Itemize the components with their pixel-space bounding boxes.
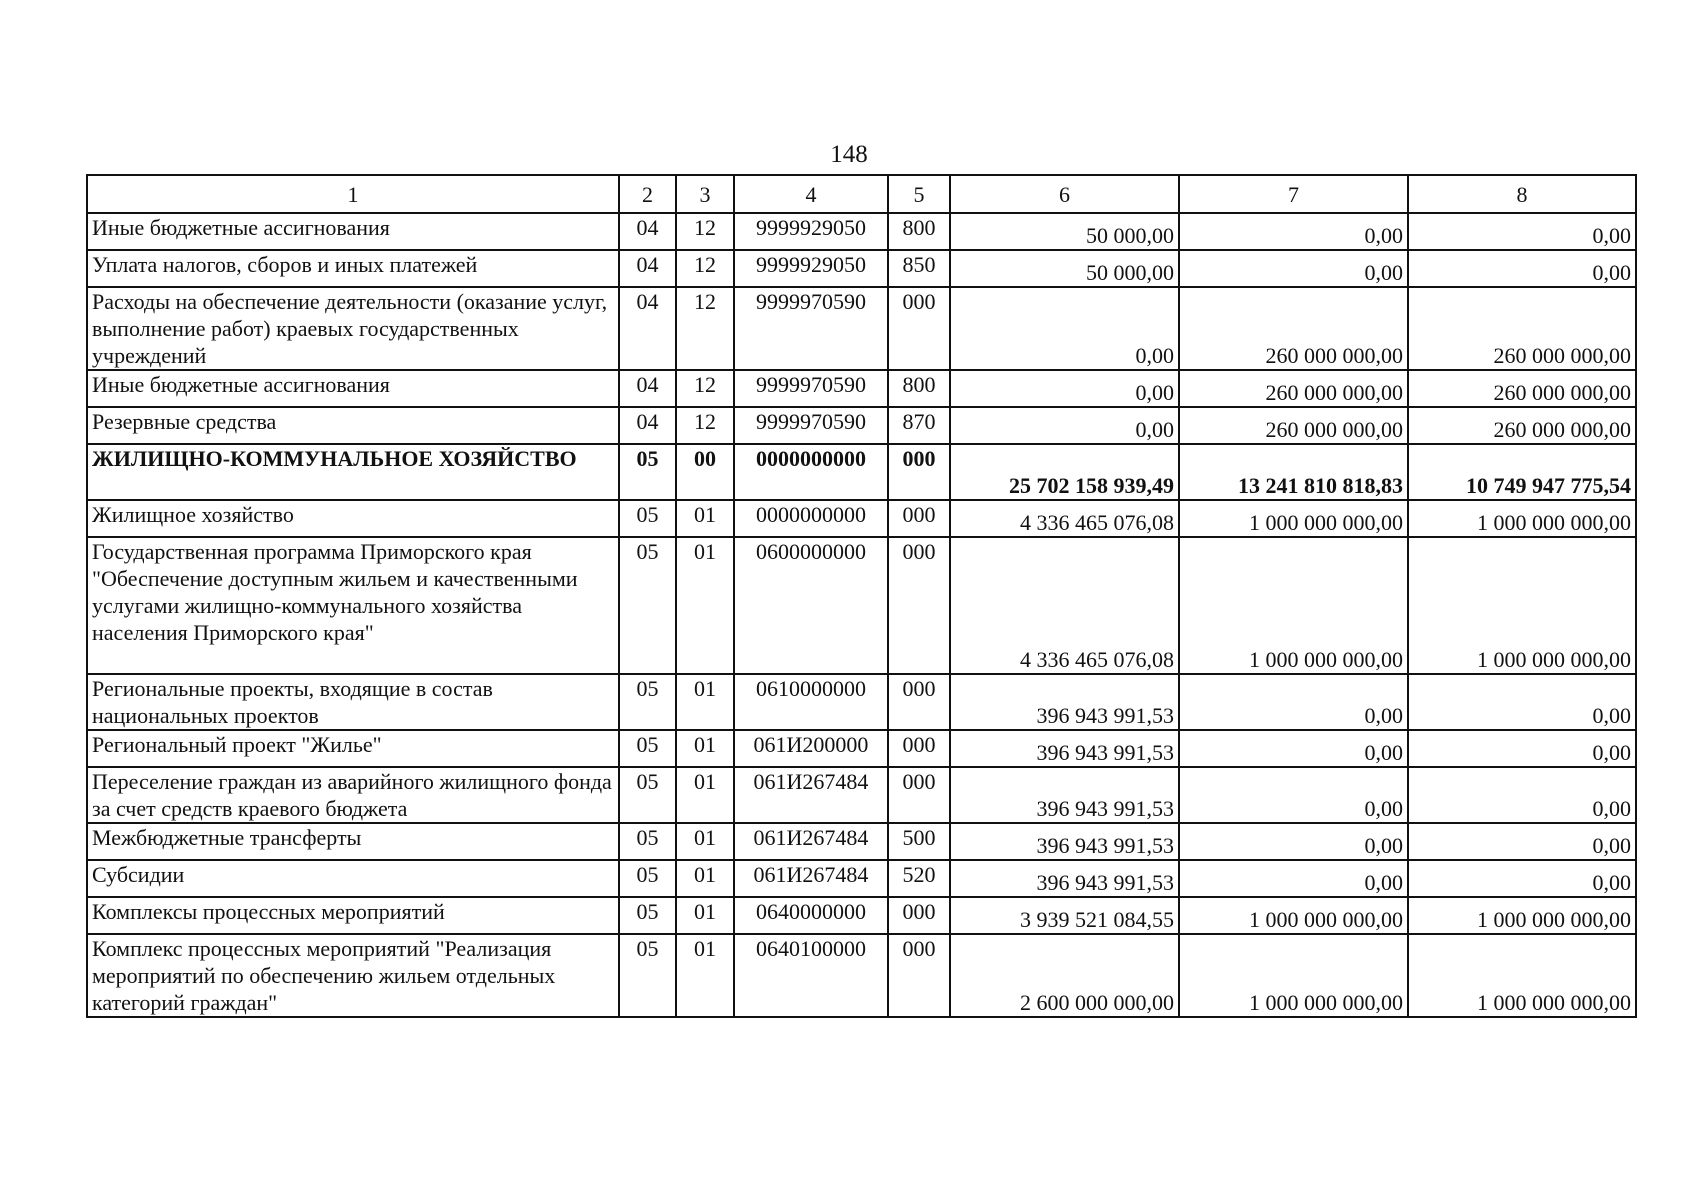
- row-name: Региональный проект "Жилье": [87, 730, 619, 767]
- amount-col8: 0,00: [1408, 860, 1636, 897]
- subsection-code: 12: [676, 213, 734, 250]
- section-code: 04: [619, 213, 676, 250]
- target-article-code: 9999929050: [734, 250, 888, 287]
- section-code: 05: [619, 860, 676, 897]
- section-code: 05: [619, 730, 676, 767]
- amount-col8: 1 000 000 000,00: [1408, 897, 1636, 934]
- subsection-code: 12: [676, 370, 734, 407]
- expense-type-code: 000: [888, 537, 950, 674]
- amount-col7: 1 000 000 000,00: [1179, 537, 1408, 674]
- expense-type-code: 000: [888, 730, 950, 767]
- subsection-code: 01: [676, 500, 734, 537]
- header-cell: 2: [619, 175, 676, 213]
- expense-type-code: 850: [888, 250, 950, 287]
- header-cell: 7: [1179, 175, 1408, 213]
- header-cell: 8: [1408, 175, 1636, 213]
- amount-col8: 1 000 000 000,00: [1408, 934, 1636, 1017]
- target-article-code: 9999970590: [734, 370, 888, 407]
- section-code: 04: [619, 370, 676, 407]
- expense-type-code: 000: [888, 934, 950, 1017]
- subsection-code: 01: [676, 767, 734, 823]
- amount-col6: 0,00: [950, 287, 1179, 370]
- budget-table: [86, 174, 1637, 1018]
- section-code: 05: [619, 444, 676, 500]
- row-name: Иные бюджетные ассигнования: [87, 370, 619, 407]
- amount-col8: 0,00: [1408, 213, 1636, 250]
- row-name: Межбюджетные трансферты: [87, 823, 619, 860]
- header-cell: 3: [676, 175, 734, 213]
- row-name: Иные бюджетные ассигнования: [87, 213, 619, 250]
- table-row-section-total: [87, 444, 1636, 500]
- amount-col8: 0,00: [1408, 674, 1636, 730]
- target-article-code: 9999970590: [734, 287, 888, 370]
- subsection-code: 01: [676, 934, 734, 1017]
- amount-col7: 1 000 000 000,00: [1179, 934, 1408, 1017]
- target-article-code: 0610000000: [734, 674, 888, 730]
- row-name: Комплекс процессных мероприятий "Реализация мероприятий по обеспечению жильем отдельных категорий граждан": [87, 934, 619, 1017]
- amount-col8: 1 000 000 000,00: [1408, 537, 1636, 674]
- amount-col7: 0,00: [1179, 250, 1408, 287]
- amount-col6: 4 336 465 076,08: [950, 500, 1179, 537]
- amount-col6: 50 000,00: [950, 213, 1179, 250]
- amount-col7: 0,00: [1179, 823, 1408, 860]
- target-article-code: 0600000000: [734, 537, 888, 674]
- amount-col7: 0,00: [1179, 674, 1408, 730]
- subsection-code: 01: [676, 897, 734, 934]
- table-header-row: [87, 175, 1636, 213]
- expense-type-code: 000: [888, 767, 950, 823]
- row-name: Уплата налогов, сборов и иных платежей: [87, 250, 619, 287]
- amount-col7: 0,00: [1179, 860, 1408, 897]
- amount-col8: 0,00: [1408, 250, 1636, 287]
- subsection-code: 12: [676, 250, 734, 287]
- row-name: Государственная программа Приморского края "Обеспечение доступным жильем и качественными услугами жилищно-коммунального хозяйства населения Приморского края": [87, 537, 619, 674]
- expense-type-code: 000: [888, 444, 950, 500]
- row-name: Субсидии: [87, 860, 619, 897]
- expense-type-code: 000: [888, 674, 950, 730]
- amount-col7: 260 000 000,00: [1179, 370, 1408, 407]
- header-cell: 1: [87, 175, 619, 213]
- section-code: 05: [619, 767, 676, 823]
- amount-col8: 0,00: [1408, 767, 1636, 823]
- amount-col8: 10 749 947 775,54: [1408, 444, 1636, 500]
- subsection-code: 00: [676, 444, 734, 500]
- amount-col6: 3 939 521 084,55: [950, 897, 1179, 934]
- amount-col8: 260 000 000,00: [1408, 407, 1636, 444]
- row-name: Резервные средства: [87, 407, 619, 444]
- table-row: [87, 213, 1636, 250]
- amount-col7: 1 000 000 000,00: [1179, 897, 1408, 934]
- section-code: 05: [619, 500, 676, 537]
- table-row: [87, 287, 1636, 370]
- row-name: Переселение граждан из аварийного жилищного фонда за счет средств краевого бюджета: [87, 767, 619, 823]
- expense-type-code: 000: [888, 500, 950, 537]
- target-article-code: 061И200000: [734, 730, 888, 767]
- header-cell: 6: [950, 175, 1179, 213]
- amount-col8: 1 000 000 000,00: [1408, 500, 1636, 537]
- amount-col6: 25 702 158 939,49: [950, 444, 1179, 500]
- amount-col6: 396 943 991,53: [950, 674, 1179, 730]
- section-code: 05: [619, 674, 676, 730]
- amount-col8: 0,00: [1408, 823, 1636, 860]
- table-row: [87, 500, 1636, 537]
- subsection-code: 12: [676, 407, 734, 444]
- row-name: Комплексы процессных мероприятий: [87, 897, 619, 934]
- target-article-code: 0640000000: [734, 897, 888, 934]
- expense-type-code: 870: [888, 407, 950, 444]
- amount-col6: 396 943 991,53: [950, 823, 1179, 860]
- amount-col6: 396 943 991,53: [950, 730, 1179, 767]
- amount-col6: 0,00: [950, 370, 1179, 407]
- table-row: [87, 934, 1636, 1017]
- target-article-code: 0000000000: [734, 444, 888, 500]
- amount-col8: 260 000 000,00: [1408, 287, 1636, 370]
- row-name: Жилищное хозяйство: [87, 500, 619, 537]
- subsection-code: 01: [676, 674, 734, 730]
- table-row: [87, 370, 1636, 407]
- section-code: 04: [619, 287, 676, 370]
- amount-col6: 396 943 991,53: [950, 860, 1179, 897]
- target-article-code: 0000000000: [734, 500, 888, 537]
- amount-col7: 1 000 000 000,00: [1179, 500, 1408, 537]
- section-code: 05: [619, 897, 676, 934]
- table-row: [87, 250, 1636, 287]
- target-article-code: 0640100000: [734, 934, 888, 1017]
- amount-col6: 2 600 000 000,00: [950, 934, 1179, 1017]
- row-name: Региональные проекты, входящие в состав национальных проектов: [87, 674, 619, 730]
- table-row: [87, 537, 1636, 674]
- amount-col7: 260 000 000,00: [1179, 407, 1408, 444]
- amount-col6: 0,00: [950, 407, 1179, 444]
- section-code: 05: [619, 537, 676, 674]
- amount-col6: 396 943 991,53: [950, 767, 1179, 823]
- subsection-code: 01: [676, 860, 734, 897]
- section-code: 05: [619, 823, 676, 860]
- expense-type-code: 520: [888, 860, 950, 897]
- table-row: [87, 767, 1636, 823]
- subsection-code: 01: [676, 537, 734, 674]
- row-name: Расходы на обеспечение деятельности (оказание услуг, выполнение работ) краевых государственных учреждений: [87, 287, 619, 370]
- expense-type-code: 800: [888, 213, 950, 250]
- amount-col6: 50 000,00: [950, 250, 1179, 287]
- section-code: 04: [619, 250, 676, 287]
- table-row: [87, 674, 1636, 730]
- amount-col7: 0,00: [1179, 730, 1408, 767]
- row-name: ЖИЛИЩНО-КОММУНАЛЬНОЕ ХОЗЯЙСТВО: [87, 444, 619, 500]
- amount-col8: 0,00: [1408, 730, 1636, 767]
- subsection-code: 01: [676, 823, 734, 860]
- target-article-code: 9999970590: [734, 407, 888, 444]
- table-row: [87, 730, 1636, 767]
- expense-type-code: 000: [888, 287, 950, 370]
- table-row: [87, 823, 1636, 860]
- target-article-code: 061И267484: [734, 823, 888, 860]
- target-article-code: 9999929050: [734, 213, 888, 250]
- table-row: [87, 897, 1636, 934]
- section-code: 05: [619, 934, 676, 1017]
- amount-col7: 0,00: [1179, 767, 1408, 823]
- amount-col7: 260 000 000,00: [1179, 287, 1408, 370]
- subsection-code: 01: [676, 730, 734, 767]
- amount-col7: 13 241 810 818,83: [1179, 444, 1408, 500]
- expense-type-code: 800: [888, 370, 950, 407]
- page-number: 148: [830, 141, 868, 168]
- section-code: 04: [619, 407, 676, 444]
- table-row: [87, 407, 1636, 444]
- table-row: [87, 860, 1636, 897]
- header-cell: 5: [888, 175, 950, 213]
- target-article-code: 061И267484: [734, 767, 888, 823]
- expense-type-code: 000: [888, 897, 950, 934]
- subsection-code: 12: [676, 287, 734, 370]
- expense-type-code: 500: [888, 823, 950, 860]
- amount-col7: 0,00: [1179, 213, 1408, 250]
- amount-col6: 4 336 465 076,08: [950, 537, 1179, 674]
- amount-col8: 260 000 000,00: [1408, 370, 1636, 407]
- header-cell: 4: [734, 175, 888, 213]
- target-article-code: 061И267484: [734, 860, 888, 897]
